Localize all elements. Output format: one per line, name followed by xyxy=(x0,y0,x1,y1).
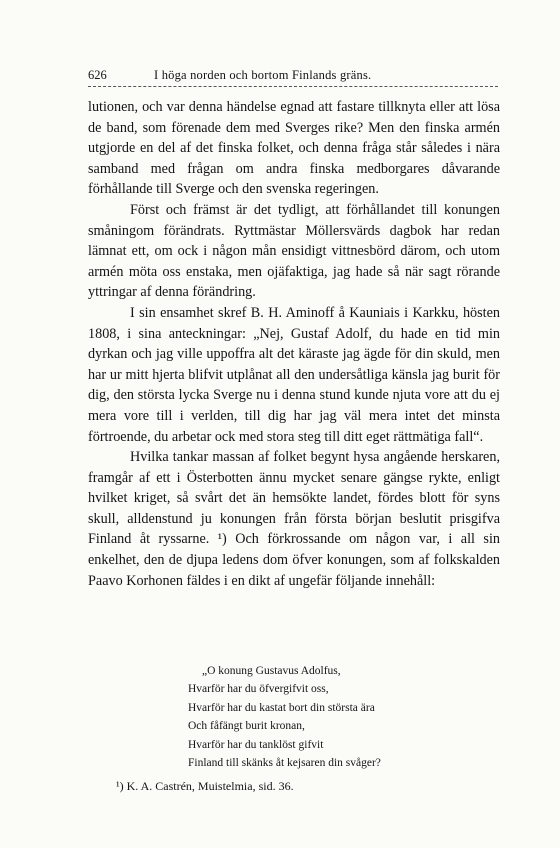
paragraph: lutionen, och var denna händelse egnad att fastare tillknyta eller att lösa de band, som förenade dem med Sverges rike? Men den finska armén utgjorde en del af det finska folket, och denna fråga står således i nära samband med frågan om andra finska medborgares dåvarande förhållande till Sverge och den svenska regeringen. xyxy=(88,99,500,198)
body-text xyxy=(88,97,500,591)
running-title: I höga norden och bortom Finlands gräns. xyxy=(154,68,372,82)
poem-line: „O konung Gustavus Adolfus, xyxy=(202,665,341,677)
poem-line: Hvarför har du tanklöst gifvit xyxy=(188,738,324,751)
running-header xyxy=(88,68,498,83)
poem-line: Finland till skänks åt kejsaren din svåger? xyxy=(188,757,381,770)
poem-line: Och fåfängt burit kronan, xyxy=(188,720,305,733)
page-number: 626 xyxy=(88,68,107,82)
footnote-marker: ¹) xyxy=(116,779,124,793)
poem-line: Hvarför har du öfvergifvit oss, xyxy=(188,683,329,696)
paragraph: Först och främst är det tydligt, att förhållandet till konungen småningom förändrats. Ryttmästar Möllersvärds dagbok har redan lämnat ett, om ock i någon mån ensidigt vittnesbörd därom, och utom armén möta oss enstaka, men ojäfaktiga, jag hade så när sagt rörande yttringar af denna förändring. xyxy=(88,201,500,301)
poem-quote xyxy=(188,662,488,772)
paragraph: Hvilka tankar massan af folket begynt hysa angående herskaren, framgår af ett i Österbotten ännu mycket senare gängse rykte, enligt hvilket kriget, så svårt det än hemsökte landet, fördes blott för syns skull, alldenstund ju konungen från första början beslutit prisgifva Finland åt ryssarne. ¹) Och förkrossande om någon var, i all sin enkelhet, den de djupa ledens dom öfver konungen, som af folkskalden Paavo Korhonen fäldes i en dikt af ungefär följande innehåll: xyxy=(88,449,500,589)
footnote-text: K. A. Castrén, Muistelmia, sid. 36. xyxy=(126,779,294,793)
footnote xyxy=(116,778,496,794)
paragraph: I sin ensamhet skref B. H. Aminoff å Kauniais i Karkku, hösten 1808, i sina anteckningar: „Nej, Gustaf Adolf, du hade en tid min dyrkan och jag ville uppoffra alt det käraste jag ägde för din skuld, men har ur mitt hjerta blifvit utplånat all den undersåtliga känsla jag burit för dig, den största lycka Sverge nu i denna stund kunde njuta vore att du ej mera vore till i verlden, till dig har jag väl mera intet det minsta förtroende, du arbetar ock med stora steg till ditt eget rättmätiga fall“. xyxy=(88,304,500,445)
header-rule xyxy=(88,86,498,87)
poem-line: Hvarför har du kastat bort din största ära xyxy=(188,701,375,714)
